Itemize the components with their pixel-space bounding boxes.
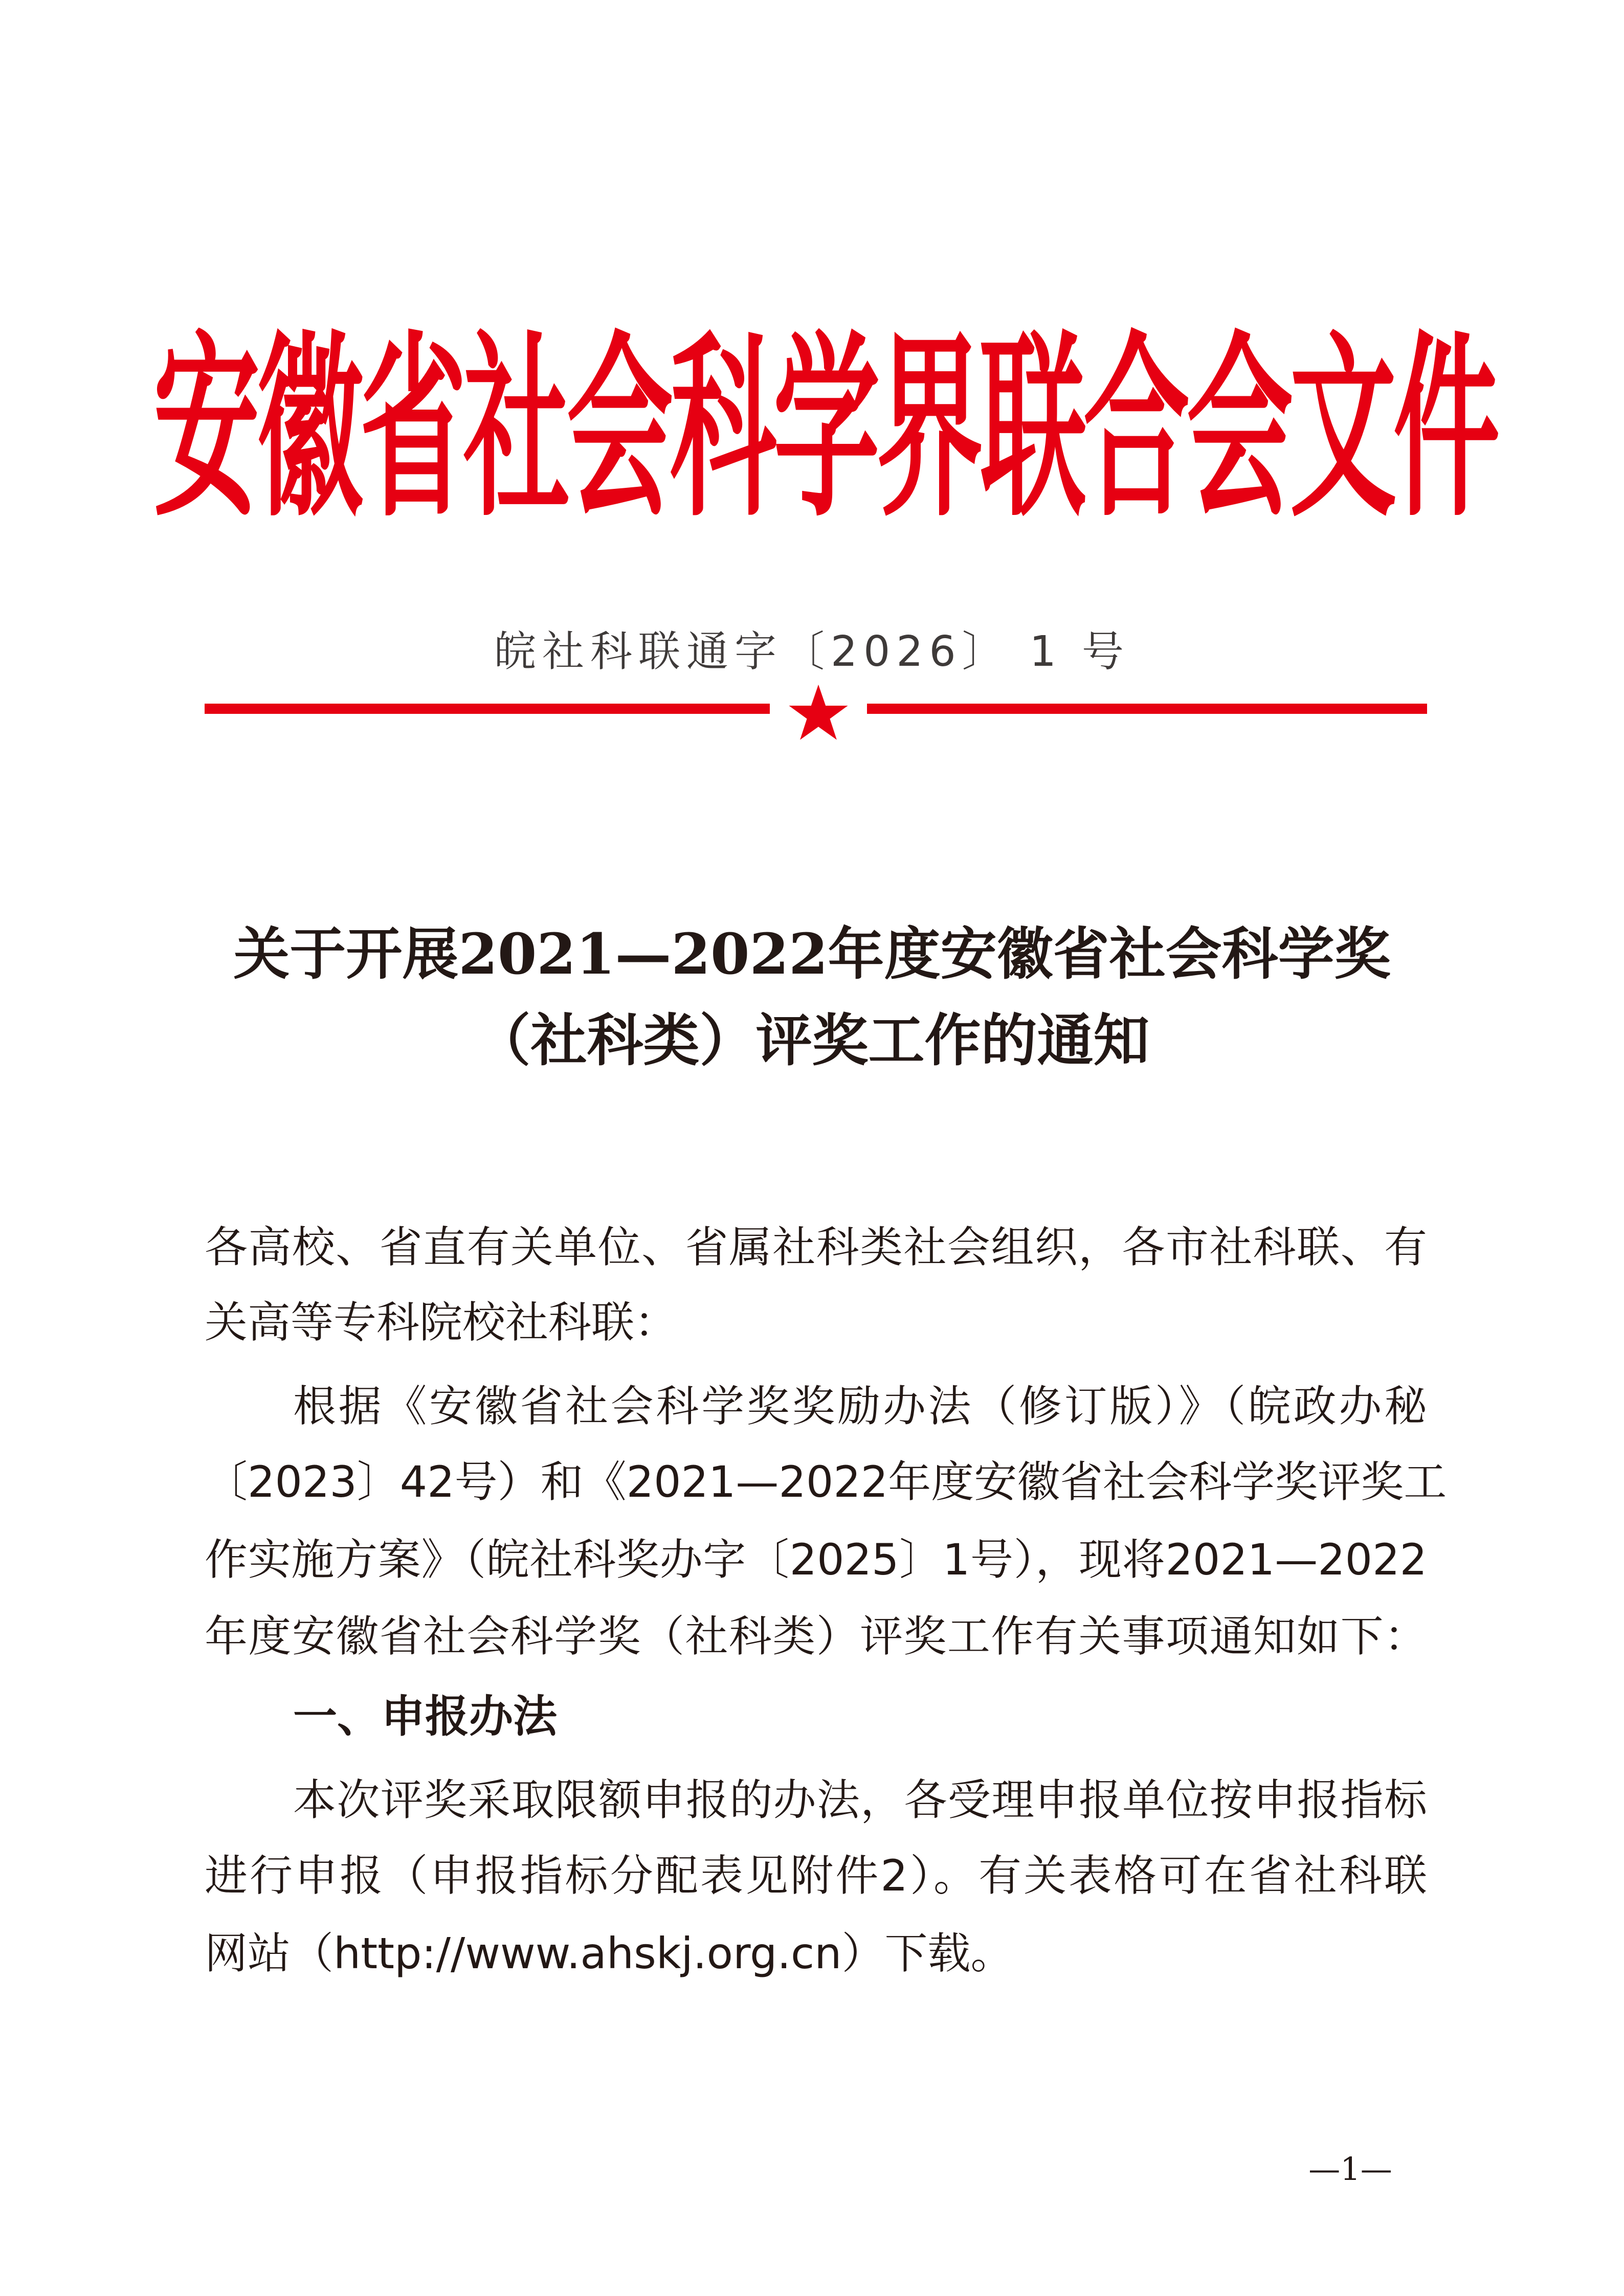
red-separator-left (205, 704, 770, 714)
star-shape (789, 685, 848, 740)
notice-title-line-1: 关于开展2021—2022年度安徽省社会科学奖 (233, 921, 1391, 987)
section-heading: 一、申报办法 (293, 1691, 557, 1742)
paragraph-1-line-1: 根据《安徽省社会科学奖奖励办法（修订版）》（皖政办秘 (293, 1381, 1427, 1431)
document-number: 皖社科联通字〔2026〕 1 号 (494, 627, 1130, 676)
paragraph-2-line-1: 本次评奖采取限额申报的办法，各受理申报单位按申报指标 (293, 1775, 1427, 1825)
paragraph-1-line-3: 作实施方案》（皖社科奖办字〔2025〕1号），现将2021—2022 (205, 1535, 1427, 1585)
notice-title-line-2: （社科类）评奖工作的通知 (474, 1007, 1150, 1073)
star-icon (788, 683, 849, 742)
recipients-line-2: 关高等专科院校社科联： (205, 1297, 678, 1347)
recipients-line-1: 各高校、省直有关单位、省属社科类社会组织，各市社科联、有 (205, 1222, 1427, 1272)
page-number: —1— (1308, 2150, 1392, 2188)
red-separator-right (867, 704, 1427, 714)
paragraph-1-line-2: 〔2023〕42号）和《2021—2022年度安徽省社会科学奖评奖工 (205, 1457, 1447, 1507)
paragraph-2-line-2: 进行申报（申报指标分配表见附件2）。有关表格可在省社科联 (205, 1851, 1427, 1901)
paragraph-1-line-4: 年度安徽省社会科学奖（社科类）评奖工作有关事项通知如下： (205, 1611, 1427, 1661)
letterhead-title: 安徽省社会科学界联合会文件 (153, 315, 1497, 544)
paragraph-2-line-3: 网站（http://www.ahskj.org.cn）下载。 (205, 1928, 1014, 1978)
